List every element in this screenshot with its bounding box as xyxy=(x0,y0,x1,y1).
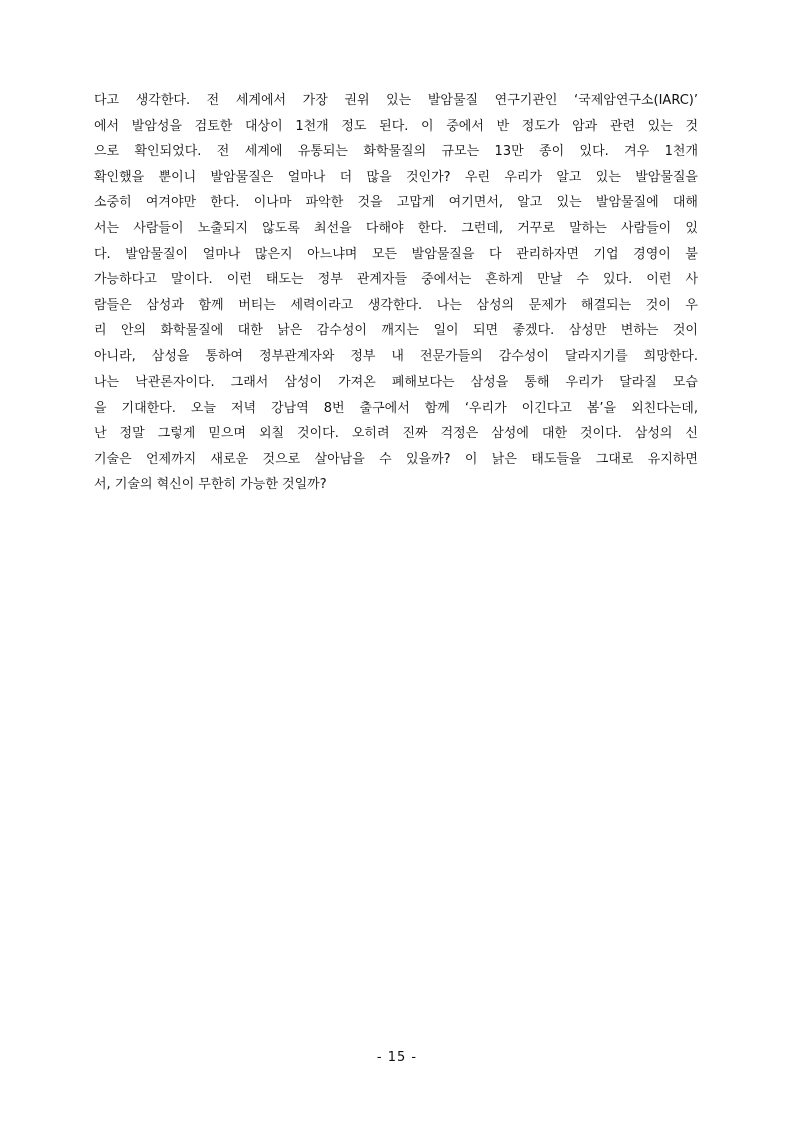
paragraph-line: 리 안의 화학물질에 대한 낡은 감수성이 깨지는 일이 되면 좋겠다. 삼성만 변하는 것이 xyxy=(94,323,698,339)
paragraph-line: 에서 발암성을 검토한 대상이 1천개 정도 된다. 이 중에서 반 정도가 암과 관련 있는 것 xyxy=(94,118,698,134)
paragraph-line: 아니라, 삼성을 통하여 정부관계자와 정부 내 전문가들의 감수성이 달라지기를 희망한다. xyxy=(94,348,698,364)
paragraph-line: 난 정말 그렇게 믿으며 외칠 것이다. 오히려 진짜 걱정은 삼성에 대한 것이다. 삼성의 신 xyxy=(94,426,698,442)
paragraph-line: 소중히 여겨야만 한다. 이나마 파악한 것을 고맙게 여기면서, 알고 있는 발암물질에 대해 xyxy=(94,195,698,211)
paragraph-line: 서, 기술의 혁신이 무한히 가능한 것일까? xyxy=(94,477,327,493)
paragraph-line: 다. 발암물질이 얼마나 많은지 아느냐며 모든 발암물질을 다 관리하자면 기업 경영이 불 xyxy=(94,246,698,262)
paragraph-line: 람들은 삼성과 함께 버티는 세력이라고 생각한다. 나는 삼성의 문제가 해결되는 것이 우 xyxy=(94,297,698,313)
paragraph-1 xyxy=(94,88,698,370)
paragraph-line: 가능하다고 말이다. 이런 태도는 정부 관계자들 중에서는 흔하게 만날 수 있다. 이런 사 xyxy=(94,272,698,288)
paragraph-line: 서는 사람들이 노출되지 않도록 최선을 다해야 한다. 그런데, 거꾸로 말하는 사람들이 있 xyxy=(94,220,698,236)
paragraph-line: 확인했을 뿐이니 발암물질은 얼마나 더 많을 것인가? 우린 우리가 알고 있는 발암물질을 xyxy=(94,169,698,185)
paragraph-line: 기술은 언제까지 새로운 것으로 살아남을 수 있을까? 이 낡은 태도들을 그대로 유지하면 xyxy=(94,451,698,467)
paragraph-line: 을 기대한다. 오늘 저녁 강남역 8번 출구에서 함께 ‘우리가 이긴다고 봄’을 외친다는데, xyxy=(94,400,698,416)
paragraph-line: 나는 낙관론자이다. 그래서 삼성이 가져온 폐해보다는 삼성을 통해 우리가 달라질 모습 xyxy=(94,375,698,390)
paragraph-line: 으로 확인되었다. 전 세계에 유통되는 화학물질의 규모는 13만 종이 있다. 겨우 1천개 xyxy=(94,144,698,160)
paragraph-2 xyxy=(94,370,698,498)
paragraph-line: 다고 생각한다. 전 세계에서 가장 권위 있는 발암물질 연구기관인 ‘국제암연구소(IARC)’ xyxy=(94,93,698,108)
page-number: - 15 - xyxy=(376,1050,418,1065)
